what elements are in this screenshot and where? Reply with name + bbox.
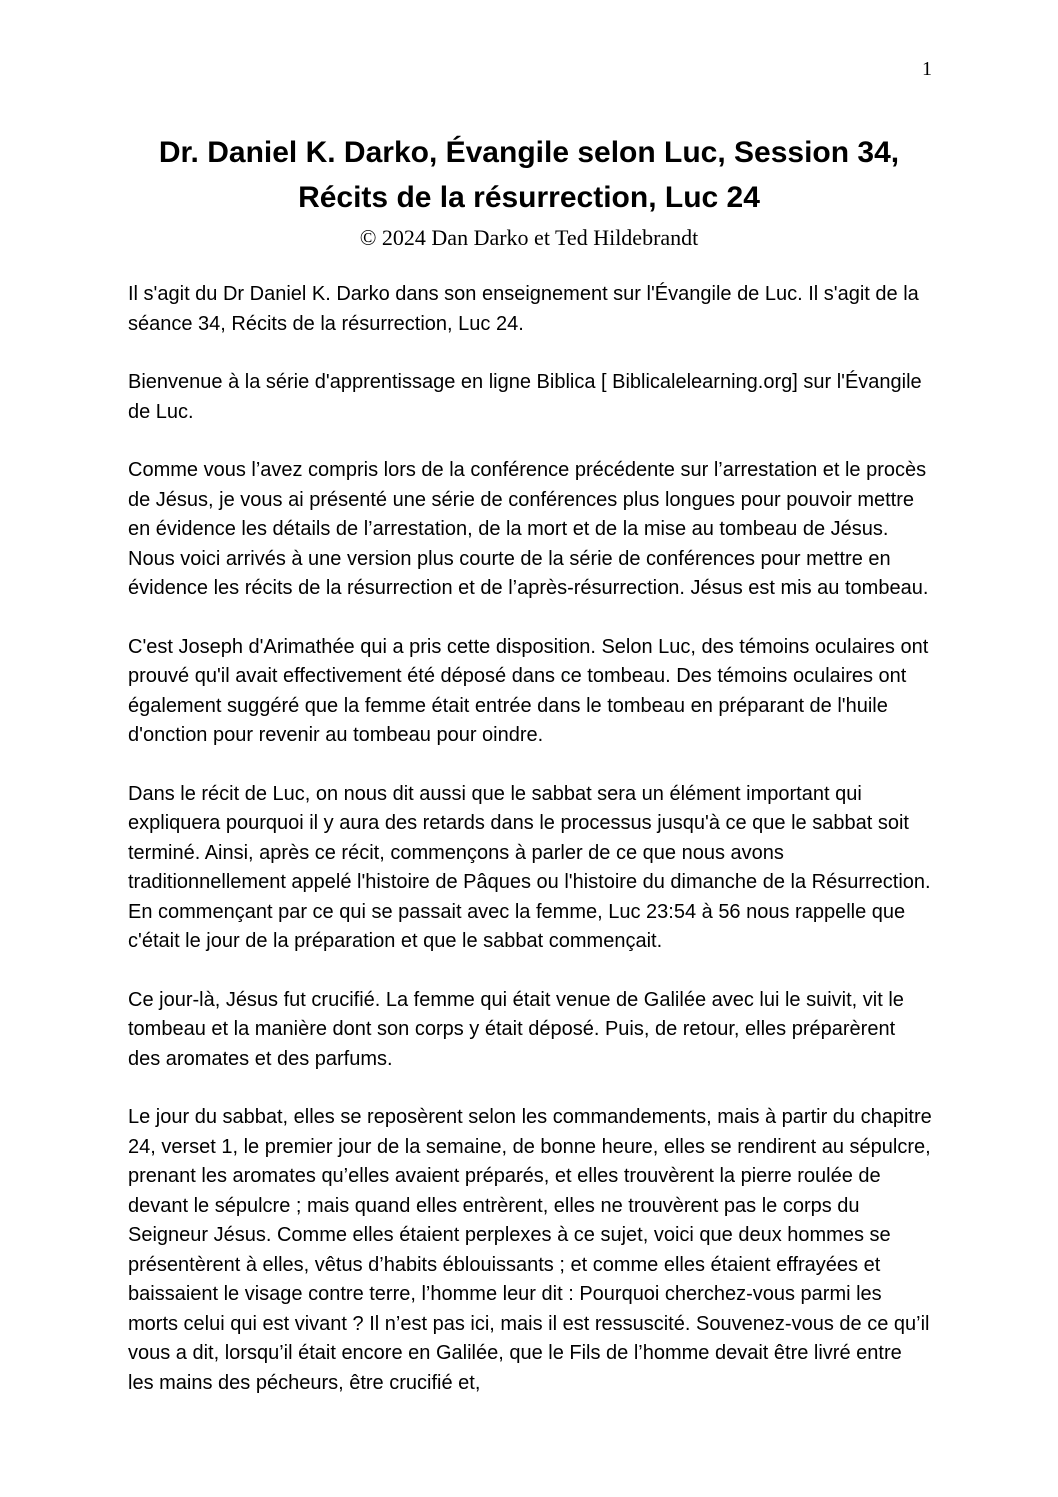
title-line-2: Récits de la résurrection, Luc 24 [298, 181, 760, 214]
paragraph: Il s'agit du Dr Daniel K. Darko dans son enseignement sur l'Évangile de Luc. Il s'agit de la séance 34, Récits de la résurrection, Luc 24. [128, 283, 919, 335]
paragraph: Ce jour-là, Jésus fut crucifié. La femme qui était venue de Galilée avec lui le suivit, vit le tombeau et la manière dont son corps y était déposé. Puis, de retour, elles préparèrent des aromates et des parfums. [128, 988, 904, 1070]
document-body [128, 280, 932, 1398]
title-line-1: Dr. Daniel K. Darko, Évangile selon Luc, Session 34, [158, 136, 900, 169]
paragraph: C'est Joseph d'Arimathée qui a pris cette disposition. Selon Luc, des témoins oculaires ont prouvé qu'il avait effectivement été déposé dans ce tombeau. Des témoins oculaires ont également suggéré que la femme était entrée dans le tombeau en préparant de l'huile d'onction pour revenir au tombeau pour oindre. [128, 635, 929, 746]
document-title [99, 130, 959, 220]
paragraph: Bienvenue à la série d'apprentissage en ligne Biblica [ Biblicalelearning.org] sur l'Évangile de Luc. [128, 371, 922, 423]
paragraph: Comme vous l’avez compris lors de la conférence précédente sur l’arrestation et le procès de Jésus, je vous ai présenté une série de conférences plus longues pour pouvoir mettre en évidence les détails de l’arrestation, de la mort et de la mise au tombeau de Jésus. Nous voici arrivés à une version plus courte de la série de conférences pour mettre en évidence les récits de la résurrection et de l’après-résurrection. Jésus est mis au tombeau. [128, 459, 929, 599]
document-header [0, 0, 1058, 252]
paragraph: Dans le récit de Luc, on nous dit aussi que le sabbat sera un élément important qui expliquera pourquoi il y aura des retards dans le processus jusqu'à ce que le sabbat soit terminé. Ainsi, après ce récit, commençons à parler de ce que nous avons traditionnellement appelé l'histoire de Pâques ou l'histoire du dimanche de la Résurrection. En commençant par ce qui se passait avec la femme, Luc 23:54 à 56 nous rappelle que c'était le jour de la préparation et que le sabbat commençait. [128, 782, 931, 952]
page-number: 1 [922, 58, 932, 80]
copyright-line: © 2024 Dan Darko et Ted Hildebrandt [359, 225, 699, 250]
paragraph: Le jour du sabbat, elles se reposèrent selon les commandements, mais à partir du chapitre 24, verset 1, le premier jour de la semaine, de bonne heure, elles se rendirent au sépulcre, prenant les aromates qu’elles avaient préparés, et elles trouvèrent la pierre roulée de devant le sépulcre ; mais quand elles entrèrent, elles ne trouvèrent pas le corps du Seigneur Jésus. Comme elles étaient perplexes à ce sujet, voici que deux hommes se présentèrent à elles, vêtus d’habits éblouissants ; et comme elles étaient effrayées et baissaient le visage contre terre, l’homme leur dit : Pourquoi cherchez-vous parmi les morts celui qui est vivant ? Il n’est pas ici, mais il est ressuscité. Souvenez-vous de ce qu’il vous a dit, lorsqu’il était encore en Galilée, que le Fils de l’homme devait être livré entre les mains des pécheurs, être crucifié et, [128, 1106, 932, 1394]
